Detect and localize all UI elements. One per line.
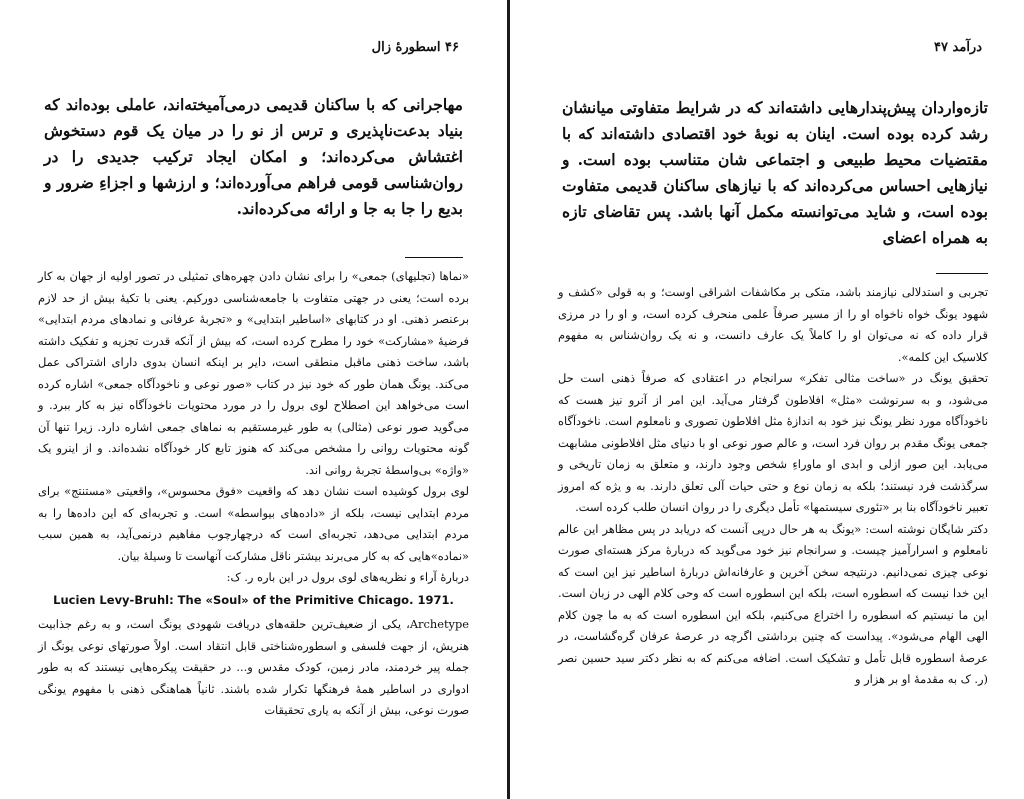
left-running-head: ۴۶ اسطورۀ زال bbox=[371, 40, 459, 55]
right-body-text: تازه‌واردان پیش‌پندارهایی داشته‌اند که در شرایط متفاوتی میانشان رشد کرده بوده است. اینان به نوبهٔ خود اقتصادی داشته‌اند که با مقتضیات محیط طبیعی و اجتماعی شان متناسب بوده است. و نیازهایی احساس می‌کرده‌اند که با نیازهای ساکنان قدیمی متفاوت بوده است، و شاید می‌توانسته مکمل آنها باشد. پس تقاضای تازه به همراه اعضای bbox=[562, 98, 988, 247]
left-body-text: مهاجرانی که با ساکنان قدیمی درمی‌آمیخته‌اند، عاملی بوده‌اند که بنیاد بدعت‌ناپذیری و ترس از نو را در میان یک قوم دستخوش اغتشاش می‌کرده‌اند؛ و امکان ایجاد ترکیب جدیدی را در روان‌شناسی قومی فراهم می‌آورده‌اند؛ و ارزشها و اجزاءِ ضرور و بدیع را جا به جا و ارائه می‌کرده‌اند. bbox=[44, 95, 463, 218]
note-paragraph: دکتر شایگان نوشته است: «یونگ به هر حال درپی آنست که دریابد در پس مظاهر این عالم نامعلوم و اسرارآمیز چیست. و سرانجام نیز خود می‌گوید که دربارهٔ مرکز هسته‌ای صورت نوعی چیزی نمی‌دانیم. درنتیجه سخن آخرین و عارفانه‌اش دربارهٔ اساطیر نیز این است که این خدا نیست که اسطوره است، بلکه این اسطوره است که وحی کلام الهی در زبان است. این ما نیستیم که اسطوره را اختراع می‌کنیم، بلکه این اسطوره است که به ما چون کلام الهی الهام می‌شود». پیداست که چنین برداشتی اگرچه در عرصهٔ عرفان گره‌گشاست، در عرصهٔ اسطوره قابل تأمل و تشکیک است. اضافه می‌کنم که به نظر دکتر سید حسین نصر (ر. ک به مقدمهٔ او بر هزار و bbox=[558, 521, 988, 686]
bibliographic-reference: Lucien Levy-Bruhl: The «Soul» of the Primitive Chicago. 1971. bbox=[53, 592, 454, 607]
note-paragraph: دربارهٔ آراء و نظریه‌های لوی برول در این باره ر. ک: bbox=[226, 570, 469, 584]
note-paragraph: Archetype، یکی از ضعیف‌ترین حلقه‌های دریافت شهودی یونگ است، و به رغم جذابیت هنریش، از جهت فلسفی و اسطوره‌شناختی قابل انتقاد است. اولاً صورتهای نوعی یونگ از جمله پیر خردمند، مادر زمین، کودک مقدس و... در حقیقت پیکره‌هایی نیستند که به طور ادواری در اساطیر همهٔ فرهنگها تکرار شده باشند. ثانیاً هماهنگی ذهنی با مفهوم یونگی صورت نوعی، بیش از آنکه به یاری تحقیقات bbox=[38, 617, 469, 717]
note-paragraph: لوی برول کوشیده است نشان دهد که واقعیت «فوق محسوس»، واقعیتی «مستنتج» برای مردم ابتدایی نیست، بلکه از «داده‌های بیواسطه» است. و تجربه‌ای که این داده‌ها را به مردم ابتدایی می‌دهد، تجربه‌ای است که درچهارچوب مفاهیم درنمی‌آید، به همین سبب «نماده»هایی که به کار می‌برند بیشتر ناقل مشارکت آنهاست تا وسیلهٔ بیان. bbox=[38, 484, 469, 563]
note-paragraph: «نماها (تجلیهای) جمعی» را برای نشان دادن چهره‌های تمثیلی در تصور اولیه از جهان به کار برده است؛ یعنی در جهتی متفاوت با جامعه‌شناسی دورکیم. یعنی با تکیهٔ بیش از حد لازم برعنصر ذهنی. او در کتابهای «اساطیر ابتدایی» و «تجربهٔ عرفانی و نمادهای مردم ابتدایی» فرضیهٔ «مشارکت» خود را مطرح کرده است، که بیش از آنکه قدرت تجزیه و تفکیک داشته باشد، ساخت ذهنی ماقبل منطقی است، دایر بر اینکه انسان بدوی دارای اشتراکی عمل می‌کند. یونگ همان طور که خود نیز در کتاب «صور نوعی و ناخودآگاه جمعی» اشاره کرده است می‌خواهد این اصطلاح لوی برول را در مورد محتویات ناخودآگاه نیز به کار ببرد. و می‌گوید صور نوعی (مثالی) به طور غیرمستقیم به نماهای جمعی اشاره دارد. زیرا تنها آن گونه محتویات روانی را مشخص می‌کند که هنوز تابع کار خودآگاه نشده‌اند. و از اینرو یک «واژه» بی‌واسطهٔ تجربهٔ روانی اند. bbox=[38, 269, 469, 477]
left-notes bbox=[38, 266, 469, 722]
note-paragraph: تحقیق یونگ در «ساخت مثالی تفکر» سرانجام در اعتقادی که صرفاً ذهنی است حل می‌شود، و به سرنوشت «مثل» افلاطون گرفتار می‌آید. این امر از آنرو نیز هست که ناخودآگاه مورد نظر یونگ نیز خود به اندازهٔ مثل افلاطون تصوری و نامعلوم است. ناخودآگاه جمعی یونگ مقدم بر روان فرد است، و عالم صور نوعی او با دنیای مثل افلاطونی مشابهت می‌یابد. این صور ازلی و ابدی او ماوراءِ شخص وجود دارند، و متعلق به زمان تاریخی و سرگذشت فرد نیستند؛ بلکه به زمان نوع و حتی حیات آلی تعلق دارند. به و یژه که امروز تعبیر ناخودآگاه بنا بر «تئوری سیستمها» تأمل دیگری را در روان انسان طلب کرده است. bbox=[558, 371, 988, 514]
footnote-separator bbox=[936, 273, 988, 274]
left-page bbox=[0, 0, 507, 799]
right-page bbox=[510, 0, 1024, 799]
footnote-separator bbox=[405, 257, 463, 258]
right-notes bbox=[558, 282, 988, 691]
right-running-head: درآمد ۴۷ bbox=[934, 40, 982, 55]
note-paragraph: تجربی و استدلالی نیازمند باشد، متکی بر مکاشفات اشراقی اوست؛ و به قولی «کشف و شهود یونگ خواه ناخواه او را از مسیر صرفاً علمی منحرف کرده است، و او را در مرزی قرار داده که نه می‌توان او را کاملاً یک عارف دانست، و نه یک روان‌شناس به مفهوم کلاسیک این کلمه». bbox=[558, 285, 988, 364]
